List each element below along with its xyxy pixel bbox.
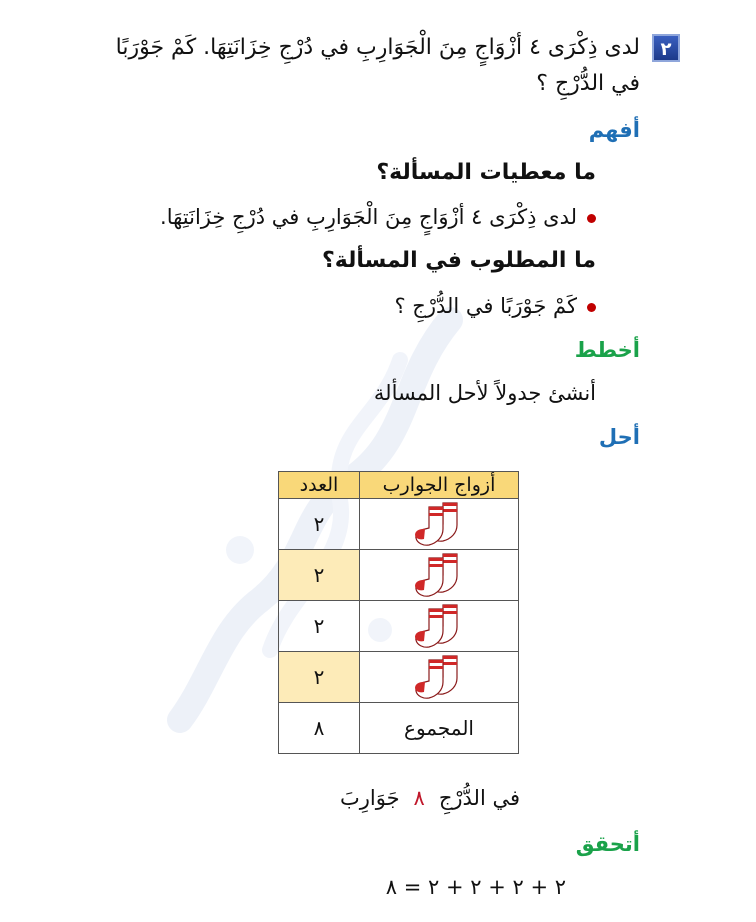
check-equation: ٢ + ٢ + ٢ + ٢ = ٨: [385, 875, 566, 899]
pair-cell: [360, 499, 519, 550]
socks-icon: [411, 552, 467, 598]
header-pairs: أزواج الجوارب: [360, 472, 519, 499]
pair-cell: [360, 550, 519, 601]
given-item-text: لدى ذِكْرَى ٤ أزْوَاجٍ مِنَ الْجَوَارِبِ في دُرْجِ خِزَانَتِهَا.: [160, 205, 577, 229]
table-row: [279, 652, 519, 703]
count-cell: ٢: [279, 550, 360, 601]
total-row: [279, 703, 519, 754]
socks-icon: [411, 501, 467, 547]
pair-cell: [360, 601, 519, 652]
wanted-item-text: كَمْ جَوْرَبًا في الدُّرْجِ ؟: [394, 294, 577, 318]
check-heading: أتحقق: [575, 832, 640, 856]
table-header-row: [279, 472, 519, 499]
table-row: [279, 601, 519, 652]
count-cell: ٢: [279, 601, 360, 652]
bullet-icon: [587, 303, 596, 312]
pair-cell: [360, 652, 519, 703]
header-count: العدد: [279, 472, 360, 499]
answer-prefix: في الدُّرْجِ: [438, 786, 520, 810]
plan-text: أنشئ جدولاً لأحل المسألة: [373, 381, 596, 405]
answer-sentence: [340, 786, 520, 810]
wanted-item: [394, 294, 596, 318]
total-label: المجموع: [360, 703, 519, 754]
answer-suffix: جَوَارِبَ: [339, 786, 400, 810]
total-value: ٨: [279, 703, 360, 754]
table-row: [279, 550, 519, 601]
count-cell: ٢: [279, 499, 360, 550]
plan-heading: أخطط: [574, 338, 640, 362]
socks-icon: [411, 654, 467, 700]
question-text: لدى ذِكْرَى ٤ أزْوَاجٍ مِنَ الْجَوَارِبِ في دُرْجِ خِزَانَتِهَا. كَمْ جَوْرَبًا في الدُّرْجِ ؟: [115, 35, 640, 96]
socks-icon: [411, 603, 467, 649]
count-cell: ٢: [279, 652, 360, 703]
understand-heading: أفهم: [588, 118, 640, 142]
bullet-icon: [587, 214, 596, 223]
given-item: [160, 205, 596, 229]
answer-number: ٨: [413, 786, 425, 810]
question-number-badge: ٢: [652, 34, 680, 62]
socks-table: [278, 471, 519, 754]
wanted-question: ما المطلوب في المسألة؟: [322, 248, 596, 273]
table-row: [279, 499, 519, 550]
solve-heading: أحل: [598, 425, 640, 449]
given-question: ما معطيات المسألة؟: [376, 160, 596, 185]
